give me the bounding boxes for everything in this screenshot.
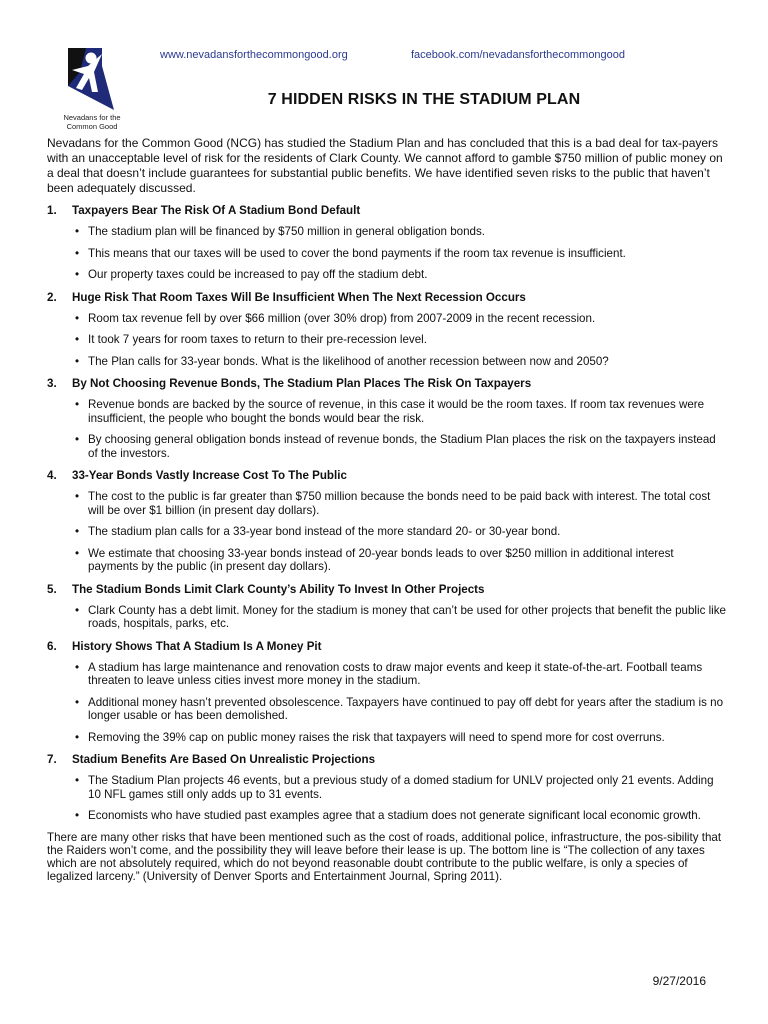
risk-section [47,468,727,574]
list-item [47,312,727,326]
bullet-list [47,661,727,745]
bullet-text: Additional money hasn’t prevented obsolescence. Taxpayers have continued to pay off debt for years after the stadium is no longer usable or has been demolished. [88,695,724,722]
bullet-dot-icon: • [75,225,80,238]
risk-heading-text: Huge Risk That Room Taxes Will Be Insufficient When The Next Recession Occurs [72,290,526,304]
list-item [47,268,727,282]
list-item [47,774,727,801]
risk-number: 7. [47,753,57,766]
bullet-text: The cost to the public is far greater than $750 million because the bonds need to be paid back with interest. The total cost will be over $1 billion (in present day dollars). [88,490,711,517]
bullet-text: The Stadium Plan projects 46 events, but a previous study of a domed stadium for UNLV projected only 21 events. Adding 10 NFL games still only adds up to 31 events. [88,774,714,801]
bullet-text: Economists who have studied past examples agree that a stadium does not generate significant local economic growth. [88,809,701,822]
bullet-dot-icon: • [75,246,80,260]
risk-heading-text: Stadium Benefits Are Based On Unrealistic Projections [72,753,376,766]
risk-heading-text: Taxpayers Bear The Risk Of A Stadium Bond Default [72,204,361,217]
list-item [47,661,727,688]
bullet-dot-icon: • [75,695,80,709]
bullet-dot-icon: • [75,730,80,744]
risk-number: 3. [47,377,57,390]
list-item [47,696,727,723]
bullet-dot-icon: • [75,546,80,560]
bullet-dot-icon: • [75,774,80,787]
bullet-text: Clark County has a debt limit. Money for the stadium is money that can’t be used for other projects that benefit the public like roads, hospitals, parks, etc. [88,603,726,630]
risk-heading-text: The Stadium Bonds Limit Clark County’s Ability To Invest In Other Projects [72,582,485,596]
bullet-dot-icon: • [75,525,80,538]
risk-section [47,376,727,460]
risk-heading-text: 33-Year Bonds Vastly Increase Cost To The Public [72,469,347,482]
risk-section [47,203,727,282]
bullet-list [47,604,727,631]
risk-heading [47,582,727,597]
bullet-text: By choosing general obligation bonds instead of revenue bonds, the Stadium Plan places the risk on the taxpayers instead of the investors. [88,433,716,460]
list-item [47,547,727,574]
document-body [47,136,727,883]
page-title: 7 HIDDEN RISKS IN THE STADIUM PLAN [267,91,581,108]
bullet-dot-icon: • [75,603,80,617]
facebook-link[interactable]: facebook.com/nevadansforthecommongood [411,49,626,61]
org-name: Nevadans for the Common Good [63,113,121,131]
bullet-list [47,398,727,460]
bullet-text: Room tax revenue fell by over $66 million (over 30% drop) from 2007-2009 in the recent recession. [88,311,596,325]
risk-heading [47,468,727,483]
bullet-list [47,774,727,823]
risk-section [47,582,727,631]
risk-section [47,752,727,823]
bullet-text: Revenue bonds are backed by the source of revenue, in this case it would be the room taxes. If room tax revenues were insufficient, the people who bought the bonds would bear the risk. [88,398,705,425]
bullet-dot-icon: • [75,433,80,446]
document-date: 9/27/2016 [652,974,706,988]
risk-number: 4. [47,469,57,482]
website-link[interactable]: www.nevadansforthecommongood.org [160,49,348,61]
bullet-text: The Plan calls for 33-year bonds. What is the likelihood of another recession between now and 2050? [88,354,609,368]
risk-heading [47,290,727,305]
list-item [47,604,727,631]
risk-list [47,203,727,823]
bullet-text: The stadium plan calls for a 33-year bond instead of the more standard 20- or 30-year bond. [88,525,561,538]
list-item [47,333,727,347]
risk-section [47,290,727,369]
bullet-dot-icon: • [75,311,80,325]
bullet-text: The stadium plan will be financed by $750 million in general obligation bonds. [88,225,486,238]
list-item [47,247,727,261]
bullet-dot-icon: • [75,490,80,503]
bullet-text: Our property taxes could be increased to pay off the stadium debt. [88,268,428,281]
bullet-dot-icon: • [75,660,80,674]
bullet-text: This means that our taxes will be used to cover the bond payments if the room tax revenue is insufficient. [88,246,626,260]
risk-heading [47,376,727,391]
list-item [47,809,727,823]
bullet-text: We estimate that choosing 33-year bonds instead of 20-year bonds leads to over $250 million in additional interest payments by the public (in present day dollars). [88,546,674,573]
org-logo [58,42,126,131]
bullet-text: It took 7 years for room taxes to return to their pre-recession level. [88,333,427,346]
risk-number: 2. [47,290,57,304]
bullet-dot-icon: • [75,268,80,281]
risk-heading [47,639,727,654]
list-item [47,731,727,745]
list-item [47,525,727,539]
list-item [47,398,727,425]
list-item [47,433,727,460]
risk-number: 1. [47,204,57,217]
bullet-list [47,312,727,369]
bullet-dot-icon: • [75,354,80,368]
bullet-text: Removing the 39% cap on public money raises the risk that taxpayers will need to spend more for cost overruns. [88,730,665,744]
risk-number: 5. [47,582,57,596]
bullet-list [47,490,727,574]
risk-number: 6. [47,639,57,653]
bullet-text: A stadium has large maintenance and renovation costs to draw major events and keep it state-of-the-art. Football teams threaten to leave unless cities invest more money in the stadium. [88,660,703,687]
risk-heading [47,203,727,218]
bullet-dot-icon: • [75,809,80,822]
list-item [47,490,727,517]
list-item [47,225,727,239]
list-item [47,355,727,369]
risk-heading [47,752,727,767]
risk-heading-text: History Shows That A Stadium Is A Money Pit [72,639,322,653]
bullet-list [47,225,727,282]
bullet-dot-icon: • [75,333,80,346]
intro-paragraph: Nevadans for the Common Good (NCG) has studied the Stadium Plan and has concluded that this is a bad deal for tax-payers with an unacceptable level of risk for the residents of Clark County. We cannot afford to gamble $750 million of public money on a deal that doesn’t include guarantees for substantial public benefits. We have identified seven risks to the public that haven’t been adequately discussed. [47,136,723,195]
closing-paragraph: There are many other risks that have been mentioned such as the cost of roads, additional police, infrastructure, the pos-sibility that the Raiders won’t come, and the possibility they will leave before their lease is up. The bottom line is “The collection of any taxes which are not absolutely required, which do not beyond reasonable doubt contribute to the public welfare, is only a species of legalized larceny.” (University of Denver Sports and Entertainment Journal, Spring 2011). [47,830,722,884]
risk-section [47,639,727,745]
risk-heading-text: By Not Choosing Revenue Bonds, The Stadium Plan Places The Risk On Taxpayers [72,377,532,390]
bullet-dot-icon: • [75,398,80,411]
